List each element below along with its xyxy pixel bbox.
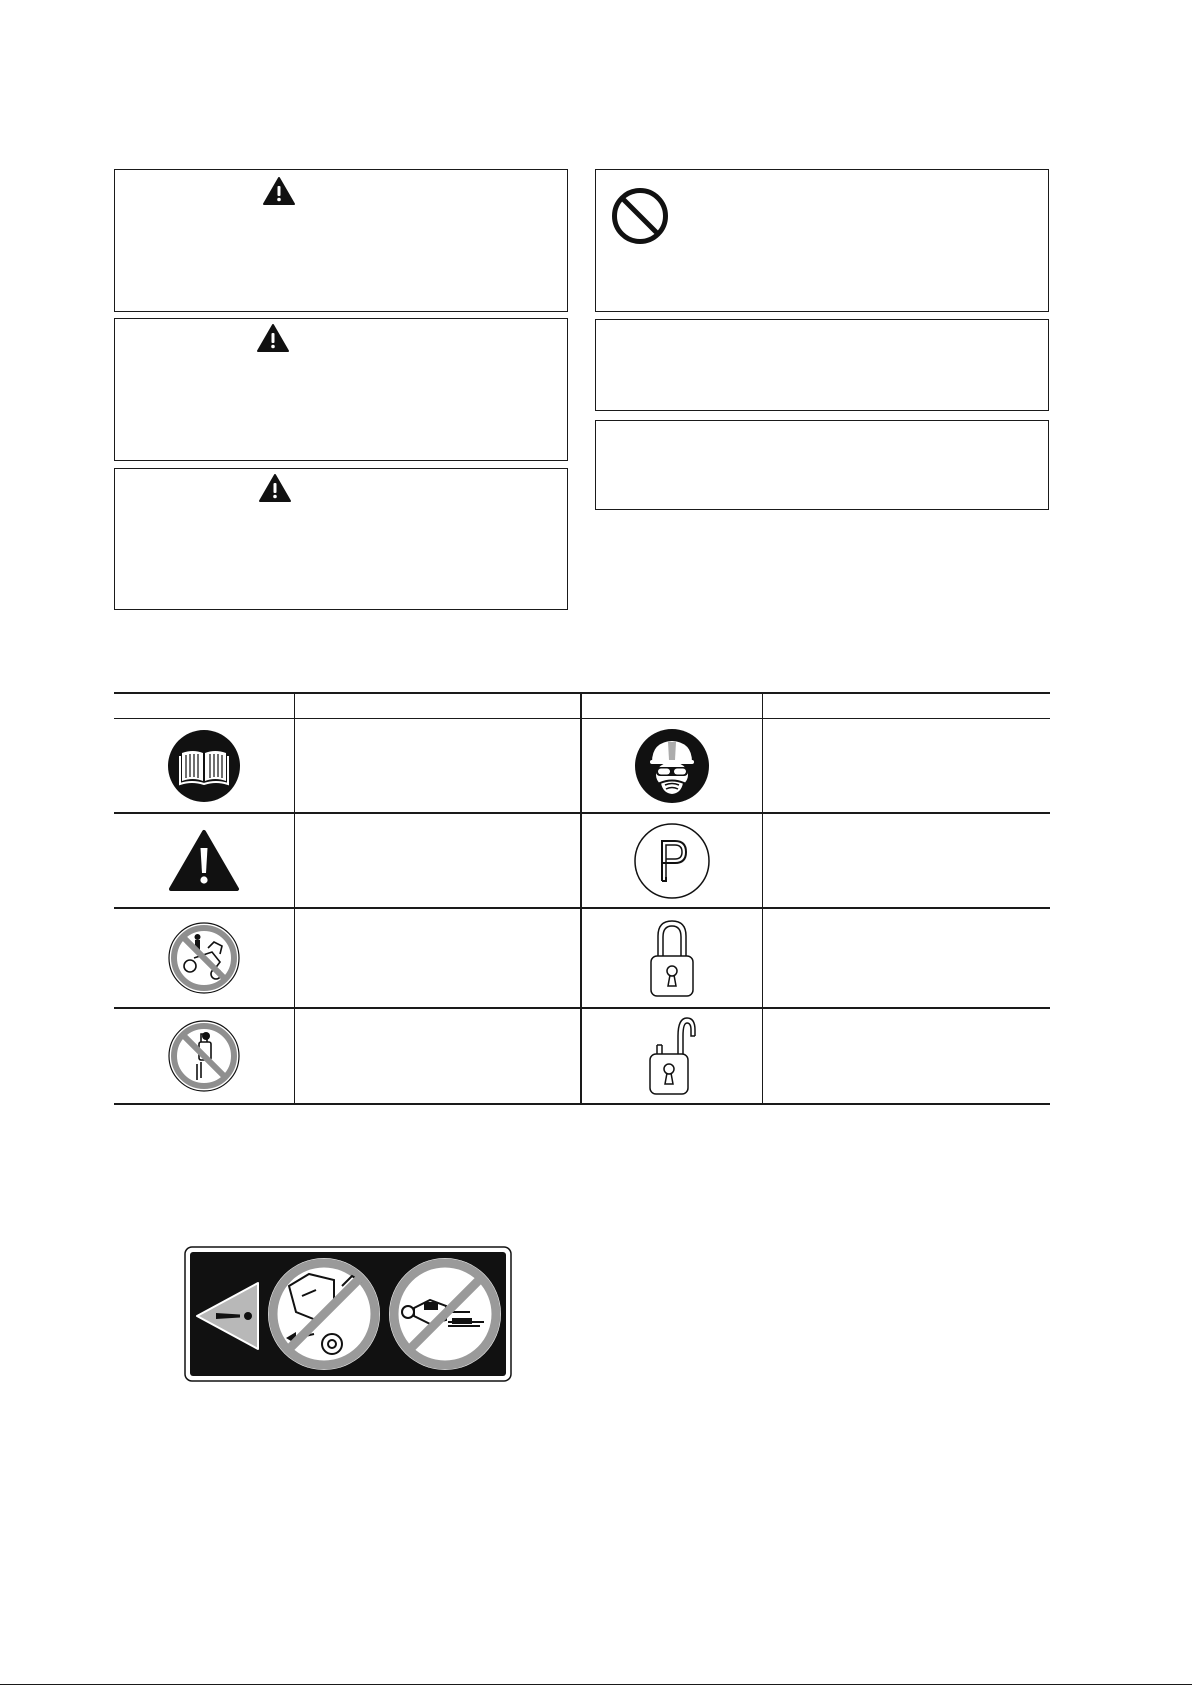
table-header	[114, 693, 1050, 719]
safety-label-plate	[184, 1246, 512, 1382]
header-meaning-right	[762, 693, 1050, 719]
table-row	[114, 719, 1050, 814]
meaning-cell	[762, 908, 1050, 1008]
danger-box	[114, 169, 568, 312]
symbol-cell	[581, 1008, 762, 1104]
no-riding-on-machine-icon	[389, 1258, 501, 1370]
warning-box	[114, 318, 568, 461]
note-box	[595, 319, 1049, 411]
meaning-cell	[294, 1008, 581, 1104]
meaning-cell	[762, 813, 1050, 908]
prohibited-box	[595, 169, 1049, 312]
warning-triangle-icon	[256, 323, 290, 353]
no-riding-icon	[168, 922, 240, 994]
meaning-cell	[294, 719, 581, 814]
symbol-cell	[581, 813, 762, 908]
meaning-cell	[294, 813, 581, 908]
parking-brake-icon	[633, 822, 711, 900]
warning-triangle-icon	[258, 473, 292, 503]
important-box	[595, 420, 1049, 510]
symbols-table	[114, 692, 1050, 1105]
header-meaning-left	[294, 693, 581, 719]
prohibition-circle-icon	[610, 186, 670, 246]
symbol-cell	[581, 719, 762, 814]
meaning-cell	[762, 719, 1050, 814]
caution-box	[114, 468, 568, 610]
table-row	[114, 813, 1050, 908]
meaning-cell	[762, 1008, 1050, 1104]
symbol-cell	[114, 719, 294, 814]
symbol-cell	[114, 908, 294, 1008]
symbol-cell	[114, 813, 294, 908]
header-symbol-right	[581, 693, 762, 719]
lock-icon	[648, 916, 696, 1000]
symbol-cell	[114, 1008, 294, 1104]
no-hands-near-blade-icon	[168, 1020, 240, 1092]
table-row	[114, 908, 1050, 1008]
warning-triangle-icon	[168, 829, 240, 893]
no-hands-near-rotating-parts-icon	[268, 1258, 380, 1370]
header-symbol-left	[114, 693, 294, 719]
meaning-cell	[294, 908, 581, 1008]
read-manual-icon	[167, 729, 241, 803]
unlock-icon	[647, 1014, 697, 1098]
symbol-cell	[581, 908, 762, 1008]
wear-protective-gear-icon	[634, 728, 710, 804]
table-row	[114, 1008, 1050, 1104]
warning-triangle-icon	[262, 176, 296, 206]
